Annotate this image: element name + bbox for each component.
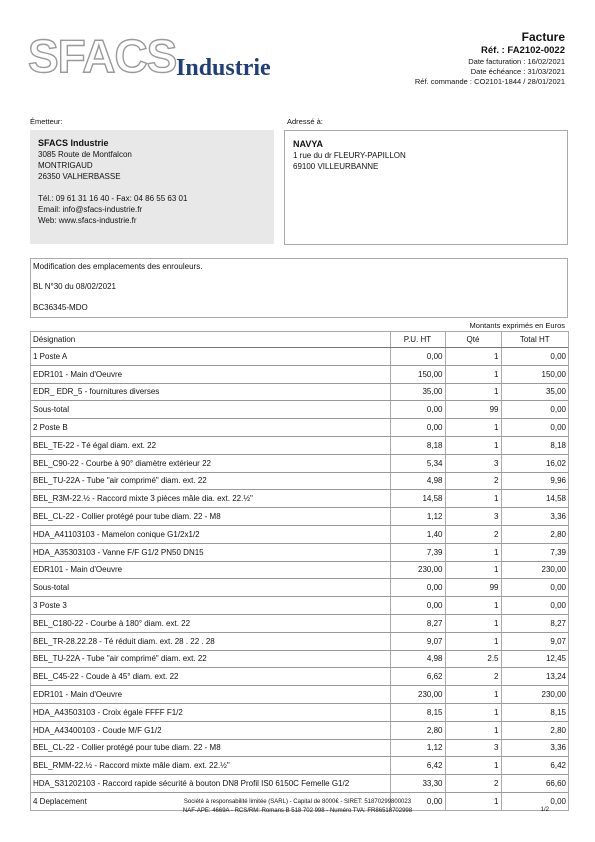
cell-designation: EDR101 - Main d'Oeuvre: [31, 561, 390, 579]
cell-qte: 3: [445, 508, 501, 526]
cell-designation: BEL_TR-28.22.28 - Té réduit diam. ext. 28 . 22 . 28: [31, 632, 390, 650]
cell-designation: 3 Poste 3: [31, 597, 390, 615]
cell-pu-ht: 150,00: [390, 365, 445, 383]
cell-pu-ht: 6,62: [390, 668, 445, 686]
cell-total-ht: 6,42: [501, 757, 568, 775]
cell-designation: BEL_R3M-22.½ - Raccord mixte 3 pièces mâle dia. ext. 22.½": [31, 490, 390, 508]
table-row: [31, 775, 568, 793]
cell-pu-ht: 7,39: [390, 543, 445, 561]
company-logo: [28, 32, 288, 82]
logo-word: Industrie: [176, 55, 271, 81]
cell-qte: 3: [445, 739, 501, 757]
emetteur-web: Web: www.sfacs-industrie.fr: [38, 216, 137, 225]
cell-total-ht: 230,00: [501, 561, 568, 579]
cell-pu-ht: 0,00: [390, 597, 445, 615]
table-row: [31, 454, 568, 472]
cell-total-ht: 0,00: [501, 401, 568, 419]
table-row: [31, 436, 568, 454]
emetteur-name: SFACS Industrie: [38, 138, 109, 148]
cell-designation: BEL_TU-22A - Tube "air comprimé" diam. ext. 22: [31, 650, 390, 668]
col-pu-ht: P.U. HT: [390, 332, 445, 348]
cell-total-ht: 66,60: [501, 775, 568, 793]
cell-qte: 99: [445, 401, 501, 419]
cell-designation: EDR101 - Main d'Oeuvre: [31, 686, 390, 704]
cell-pu-ht: 0,00: [390, 579, 445, 597]
logo-mark: SFACS: [28, 32, 177, 82]
cell-qte: 1: [445, 383, 501, 401]
doc-type: Facture: [521, 30, 565, 44]
destinataire-address1: 1 rue du dr FLEURY-PAPILLON: [293, 151, 406, 160]
cell-total-ht: 16,02: [501, 454, 568, 472]
cell-pu-ht: 35,00: [390, 383, 445, 401]
cell-pu-ht: 1,12: [390, 508, 445, 526]
cell-total-ht: 0,00: [501, 348, 568, 366]
cell-designation: EDR101 - Main d'Oeuvre: [31, 365, 390, 383]
emetteur-tel: Tél.: 09 61 31 16 40 - Fax: 04 86 55 63 01: [38, 194, 188, 203]
cell-qte: 3: [445, 454, 501, 472]
cell-designation: BEL_RMM-22.½ - Raccord mixte mâle diam. ext. 22.½": [31, 757, 390, 775]
cell-total-ht: 35,00: [501, 383, 568, 401]
cell-qte: 1: [445, 419, 501, 437]
date-echeance: Date échéance : 31/03/2021: [470, 67, 565, 76]
info-line2: BL N°30 du 08/02/2021: [33, 282, 116, 291]
cell-pu-ht: 0,00: [390, 419, 445, 437]
table-row: [31, 561, 568, 579]
cell-designation: HDA_A43400103 - Coude M/F G1/2: [31, 721, 390, 739]
cell-total-ht: 8,27: [501, 614, 568, 632]
cell-designation: Sous-total: [31, 579, 390, 597]
cell-designation: BEL_C180-22 - Courbe à 180° diam. ext. 22: [31, 614, 390, 632]
cell-designation: BEL_CL-22 - Collier protégé pour tube diam. 22 - M8: [31, 739, 390, 757]
cell-designation: HDA_A35303103 - Vanne F/F G1/2 PN50 DN15: [31, 543, 390, 561]
cell-pu-ht: 8,15: [390, 703, 445, 721]
table-header-row: [31, 332, 568, 348]
table-row: [31, 721, 568, 739]
col-designation: Désignation: [31, 332, 390, 348]
cell-total-ht: 12,45: [501, 650, 568, 668]
table-row: [31, 401, 568, 419]
cell-designation: 2 Poste B: [31, 419, 390, 437]
info-box: [30, 258, 568, 318]
table-row: [31, 739, 568, 757]
cell-pu-ht: 230,00: [390, 686, 445, 704]
invoice-ref: Réf. : FA2102-0022: [481, 45, 565, 56]
cell-pu-ht: 0,00: [390, 348, 445, 366]
table-row: [31, 650, 568, 668]
cell-pu-ht: 4,98: [390, 472, 445, 490]
table-row: [31, 614, 568, 632]
emetteur-email: Email: info@sfacs-industrie.fr: [38, 205, 143, 214]
cell-qte: 1: [445, 597, 501, 615]
emetteur-address2: MONTRIGAUD: [38, 161, 93, 170]
cell-qte: 2: [445, 472, 501, 490]
cell-designation: HDA_S31202103 - Raccord rapide sécurité à bouton DN8 Profil IS0 6150C Femelle G1/2: [31, 775, 390, 793]
emetteur-address1: 3085 Route de Montfalcon: [38, 150, 132, 159]
cell-qte: 2: [445, 525, 501, 543]
cell-total-ht: 9,96: [501, 472, 568, 490]
footer-line1: Société à responsabilité limitée (SARL) - Capital de 8000€ - SIRET: 51870299800023: [183, 799, 412, 805]
date-facturation: Date facturation : 16/02/2021: [468, 57, 565, 66]
cell-total-ht: 9,07: [501, 632, 568, 650]
cell-designation: BEL_C90-22 - Courbe à 90° diamètre extérieur 22: [31, 454, 390, 472]
cell-total-ht: 0,00: [501, 579, 568, 597]
cell-qte: 2: [445, 775, 501, 793]
footer: [0, 798, 595, 816]
cell-pu-ht: 4,98: [390, 650, 445, 668]
cell-designation: BEL_CL-22 - Collier protégé pour tube diam. 22 - M8: [31, 508, 390, 526]
col-qte: Qté: [445, 332, 501, 348]
col-total-ht: Total HT: [501, 332, 568, 348]
ref-commande: Réf. commande : CO2101-1844 / 28/01/2021: [414, 77, 565, 86]
table-row: [31, 348, 568, 366]
table-row: [31, 365, 568, 383]
table-row: [31, 703, 568, 721]
cell-designation: HDA_A41103103 - Mamelon conique G1/2x1/2: [31, 525, 390, 543]
cell-designation: BEL_TU-22A - Tube "air comprimé" diam. ext. 22: [31, 472, 390, 490]
cell-total-ht: 8,18: [501, 436, 568, 454]
destinataire-label: Adressé à:: [287, 117, 323, 126]
cell-total-ht: 230,00: [501, 686, 568, 704]
cell-qte: 1: [445, 792, 501, 809]
cell-qte: 1: [445, 543, 501, 561]
cell-qte: 1: [445, 632, 501, 650]
cell-qte: 1: [445, 721, 501, 739]
cell-pu-ht: 8,18: [390, 436, 445, 454]
table-row: [31, 597, 568, 615]
footer-line2: NAF-APE: 4669A - RCS/RM: Romans B 518 702 998 - Numéro TVA: FR86518702998: [182, 808, 413, 814]
cell-pu-ht: 8,27: [390, 614, 445, 632]
cell-qte: 1: [445, 703, 501, 721]
destinataire-address2: 69100 VILLEURBANNE: [293, 162, 379, 171]
cell-qte: 1: [445, 365, 501, 383]
cell-pu-ht: 9,07: [390, 632, 445, 650]
cell-total-ht: 0,00: [501, 419, 568, 437]
cell-designation: BEL_TE-22 - Té égal diam. ext. 22: [31, 436, 390, 454]
cell-pu-ht: 0,00: [390, 792, 445, 809]
table-row: [31, 543, 568, 561]
info-line3: BC36345-MDO: [33, 303, 88, 312]
invoice-lines-table: [30, 331, 569, 811]
cell-total-ht: 3,36: [501, 739, 568, 757]
cell-total-ht: 13,24: [501, 668, 568, 686]
cell-pu-ht: 0,00: [390, 401, 445, 419]
cell-designation: 4 Deplacement: [33, 796, 87, 806]
cell-qte: 1: [445, 561, 501, 579]
cell-qte: 1: [445, 490, 501, 508]
table-row: [31, 472, 568, 490]
cell-designation: EDR_ EDR_5 - fournitures diverses: [31, 383, 390, 401]
cell-qte: 1: [445, 686, 501, 704]
cell-total-ht: 7,39: [501, 543, 568, 561]
currency-note: Montants exprimés en Euros: [469, 321, 565, 330]
cell-pu-ht: 230,00: [390, 561, 445, 579]
table-row: [31, 525, 568, 543]
cell-pu-ht: 1,12: [390, 739, 445, 757]
cell-designation: BEL_C45-22 - Coude à 45° diam. ext. 22: [31, 668, 390, 686]
page-number: 1/2: [540, 807, 549, 813]
cell-total-ht: 0,00: [501, 597, 568, 615]
cell-qte: 2: [445, 668, 501, 686]
cell-total-ht: 8,15: [501, 703, 568, 721]
cell-total-ht: 0,00: [501, 792, 568, 809]
table-row: [31, 508, 568, 526]
invoice-header: [415, 30, 565, 87]
cell-qte: 1: [445, 348, 501, 366]
cell-pu-ht: 6,42: [390, 757, 445, 775]
info-line1: Modification des emplacements des enrouleurs.: [33, 262, 203, 271]
cell-total-ht: 2,80: [501, 721, 568, 739]
cell-qte: 1: [445, 757, 501, 775]
emetteur-address3: 26350 VALHERBASSE: [38, 172, 121, 181]
cell-designation: Sous-total: [31, 401, 390, 419]
table-row: [31, 686, 568, 704]
cell-pu-ht: 2,80: [390, 721, 445, 739]
cell-qte: 99: [445, 579, 501, 597]
table-row: [31, 490, 568, 508]
emetteur-box: [30, 130, 274, 244]
emetteur-label: Émetteur:: [30, 117, 63, 126]
cell-qte: 1: [445, 614, 501, 632]
cell-pu-ht: 33,30: [390, 775, 445, 793]
table-row: [31, 757, 568, 775]
cell-total-ht: 150,00: [501, 365, 568, 383]
destinataire-box: [284, 130, 568, 245]
cell-total-ht: 2,80: [501, 525, 568, 543]
cell-total-ht: 3,36: [501, 508, 568, 526]
destinataire-name: NAVYA: [293, 139, 324, 149]
table-row: [31, 383, 568, 401]
cell-qte: 2.5: [445, 650, 501, 668]
cell-designation: HDA_A43503103 - Croix égale FFFF F1/2: [31, 703, 390, 721]
cell-pu-ht: 5,34: [390, 454, 445, 472]
cell-qte: 1: [445, 436, 501, 454]
cell-pu-ht: 1,40: [390, 525, 445, 543]
table-row: [31, 632, 568, 650]
cell-pu-ht: 14,58: [390, 490, 445, 508]
table-row: [31, 579, 568, 597]
table-row: [31, 668, 568, 686]
table-row: [31, 419, 568, 437]
cell-designation: 1 Poste A: [31, 348, 390, 366]
cell-total-ht: 14,58: [501, 490, 568, 508]
